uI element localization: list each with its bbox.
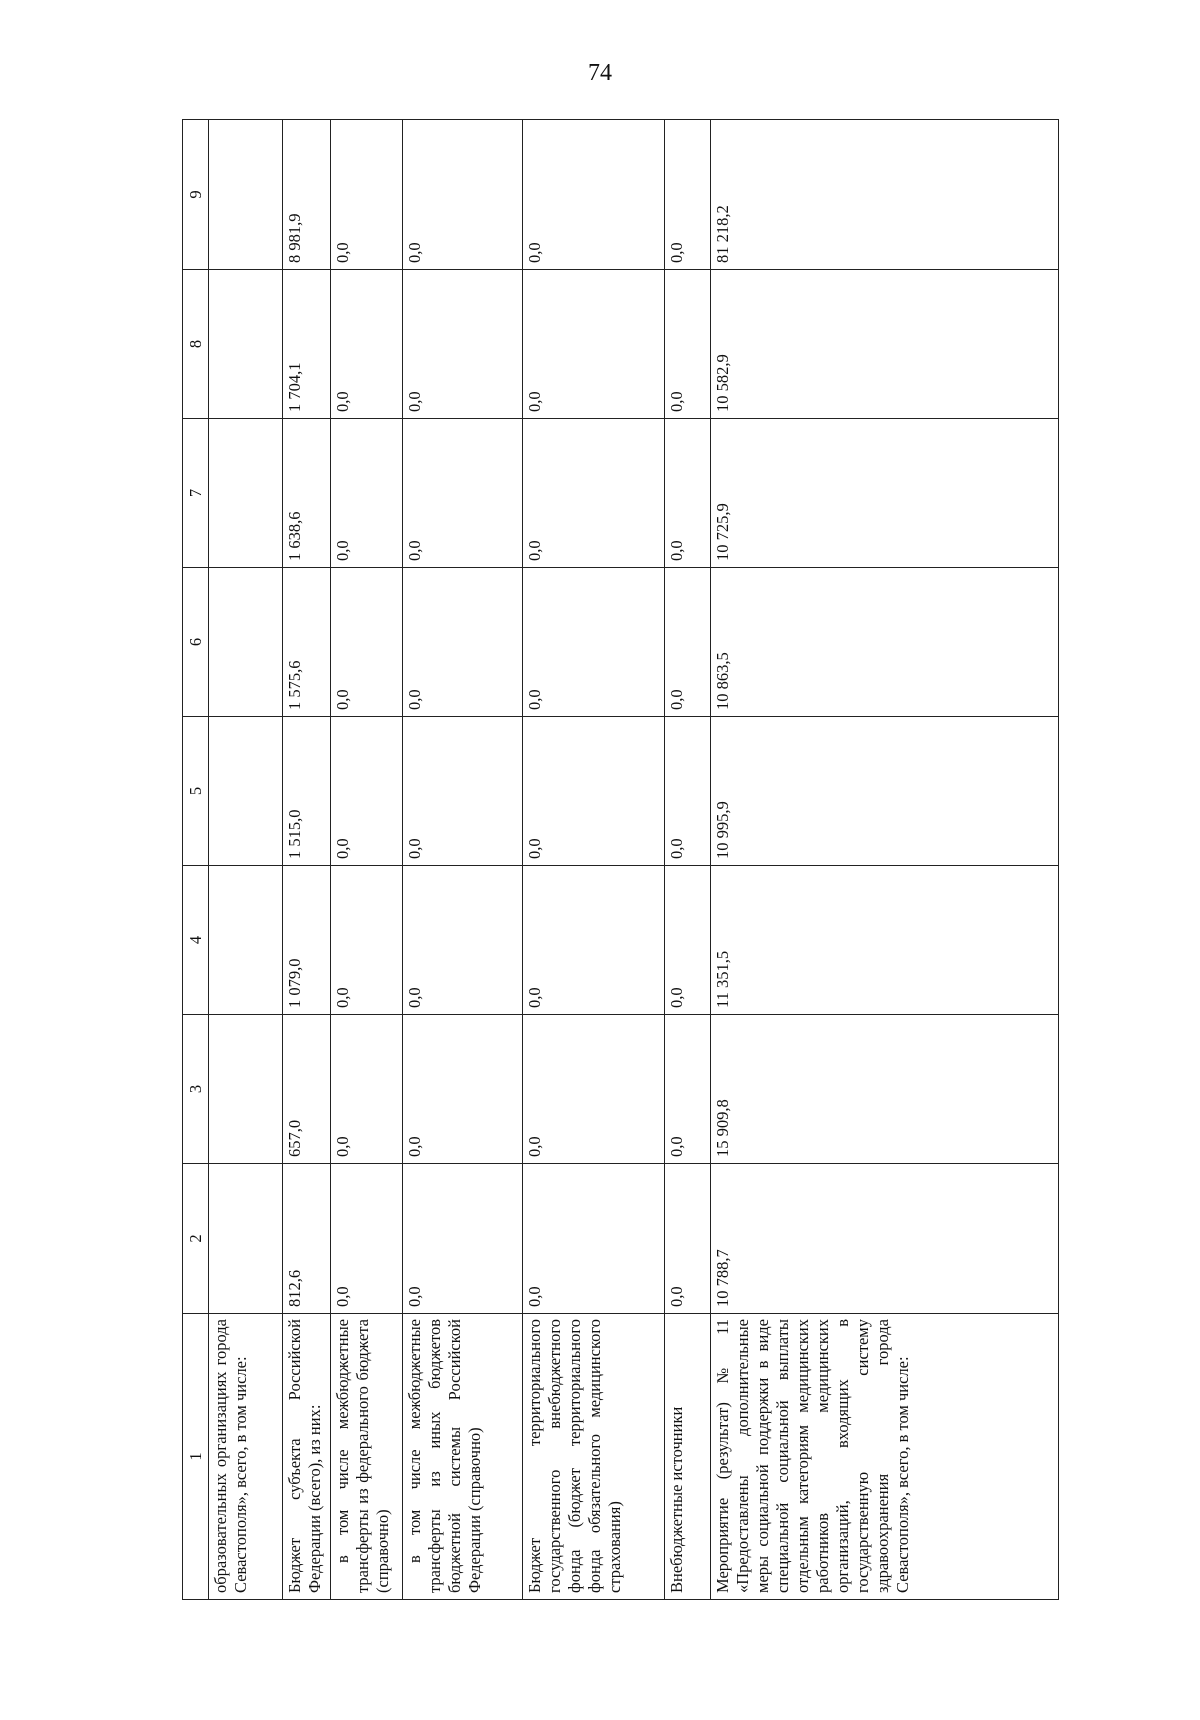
row-label: в том числе межбюджетные трансферты из федерального бюджета (справочно) — [331, 1314, 403, 1600]
table-cell: 10 863,5 — [711, 568, 1059, 717]
table-cell: 1 515,0 — [283, 717, 331, 866]
column-header: 5 — [183, 717, 209, 866]
table-cell: 0,0 — [665, 866, 711, 1015]
table-cell: 0,0 — [331, 866, 403, 1015]
row-label: Бюджет субъекта Российской Федерации (всего), из них: — [283, 1314, 331, 1600]
row-label: Мероприятие (результат) № 11 «Предоставлены дополнительные меры социальной поддержки в виде специальной социальной выплаты отдельным категориям медицинских работников медицинских организаций, входящих в государственную систему здравоохранения города Севастополя», всего, в том числе: — [711, 1314, 1059, 1600]
table-cell: 0,0 — [403, 1015, 523, 1164]
column-header: 2 — [183, 1164, 209, 1314]
table-row — [209, 120, 283, 1600]
table-cell: 0,0 — [523, 419, 665, 568]
table-row — [711, 120, 1059, 1600]
column-header: 6 — [183, 568, 209, 717]
table-cell: 10 788,7 — [711, 1164, 1059, 1314]
table-cell: 1 079,0 — [283, 866, 331, 1015]
table-cell: 0,0 — [331, 717, 403, 866]
page-number: 74 — [588, 60, 612, 86]
table-cell: 10 582,9 — [711, 270, 1059, 419]
table-cell: 0,0 — [523, 1015, 665, 1164]
column-header: 3 — [183, 1015, 209, 1164]
table-cell: 0,0 — [665, 419, 711, 568]
table-cell: 0,0 — [665, 120, 711, 270]
table-cell: 812,6 — [283, 1164, 331, 1314]
table-cell — [209, 1015, 283, 1164]
row-label: Бюджет территориального государственного внебюджетного фонда (бюджет территориального фонда обязательного медицинского страхования) — [523, 1314, 665, 1600]
table-row — [403, 120, 523, 1600]
row-label: Внебюджетные источники — [665, 1314, 711, 1600]
table-cell — [209, 717, 283, 866]
table-cell: 1 575,6 — [283, 568, 331, 717]
table-cell: 0,0 — [331, 120, 403, 270]
table-cell: 0,0 — [523, 717, 665, 866]
column-number-row — [183, 120, 209, 1600]
table-cell: 0,0 — [331, 1164, 403, 1314]
table-cell: 0,0 — [523, 866, 665, 1015]
table-cell: 1 638,6 — [283, 419, 331, 568]
table-cell: 0,0 — [665, 568, 711, 717]
table-cell: 0,0 — [523, 120, 665, 270]
column-header: 4 — [183, 866, 209, 1015]
table-cell — [209, 270, 283, 419]
table-cell: 0,0 — [665, 1015, 711, 1164]
table-cell: 0,0 — [523, 568, 665, 717]
table-cell: 0,0 — [403, 1164, 523, 1314]
row-label: образовательных организациях города Севастополя», всего, в том числе: — [209, 1314, 283, 1600]
table-cell — [209, 120, 283, 270]
table-cell: 11 351,5 — [711, 866, 1059, 1015]
table-cell: 0,0 — [403, 270, 523, 419]
table-row — [283, 120, 331, 1600]
rotated-table-frame — [182, 120, 1058, 1600]
table-cell: 0,0 — [331, 270, 403, 419]
table-cell: 81 218,2 — [711, 120, 1059, 270]
table-row — [523, 120, 665, 1600]
table-cell: 0,0 — [665, 717, 711, 866]
table-cell — [209, 419, 283, 568]
column-header: 7 — [183, 419, 209, 568]
table-cell — [209, 568, 283, 717]
table-cell: 0,0 — [665, 1164, 711, 1314]
table-cell: 0,0 — [523, 270, 665, 419]
budget-table-area — [182, 120, 1058, 1600]
table-cell: 0,0 — [523, 1164, 665, 1314]
table-cell — [209, 1164, 283, 1314]
table-cell — [209, 866, 283, 1015]
table-cell: 657,0 — [283, 1015, 331, 1164]
table-cell: 0,0 — [331, 568, 403, 717]
table-cell: 0,0 — [403, 419, 523, 568]
row-label: в том числе межбюджетные трансферты из иных бюджетов бюджетной системы Российской Федерации (справочно) — [403, 1314, 523, 1600]
table-cell: 0,0 — [403, 717, 523, 866]
table-cell: 10 725,9 — [711, 419, 1059, 568]
table-cell: 0,0 — [331, 419, 403, 568]
table-cell: 8 981,9 — [283, 120, 331, 270]
table-cell: 10 995,9 — [711, 717, 1059, 866]
column-header: 8 — [183, 270, 209, 419]
table-cell: 15 909,8 — [711, 1015, 1059, 1164]
table-row — [331, 120, 403, 1600]
table-cell: 0,0 — [331, 1015, 403, 1164]
column-header: 1 — [183, 1314, 209, 1600]
column-header: 9 — [183, 120, 209, 270]
table-row — [665, 120, 711, 1600]
table-cell: 0,0 — [403, 568, 523, 717]
table-cell: 1 704,1 — [283, 270, 331, 419]
table-cell: 0,0 — [403, 866, 523, 1015]
budget-table — [182, 119, 1059, 1600]
table-cell: 0,0 — [403, 120, 523, 270]
table-cell: 0,0 — [665, 270, 711, 419]
